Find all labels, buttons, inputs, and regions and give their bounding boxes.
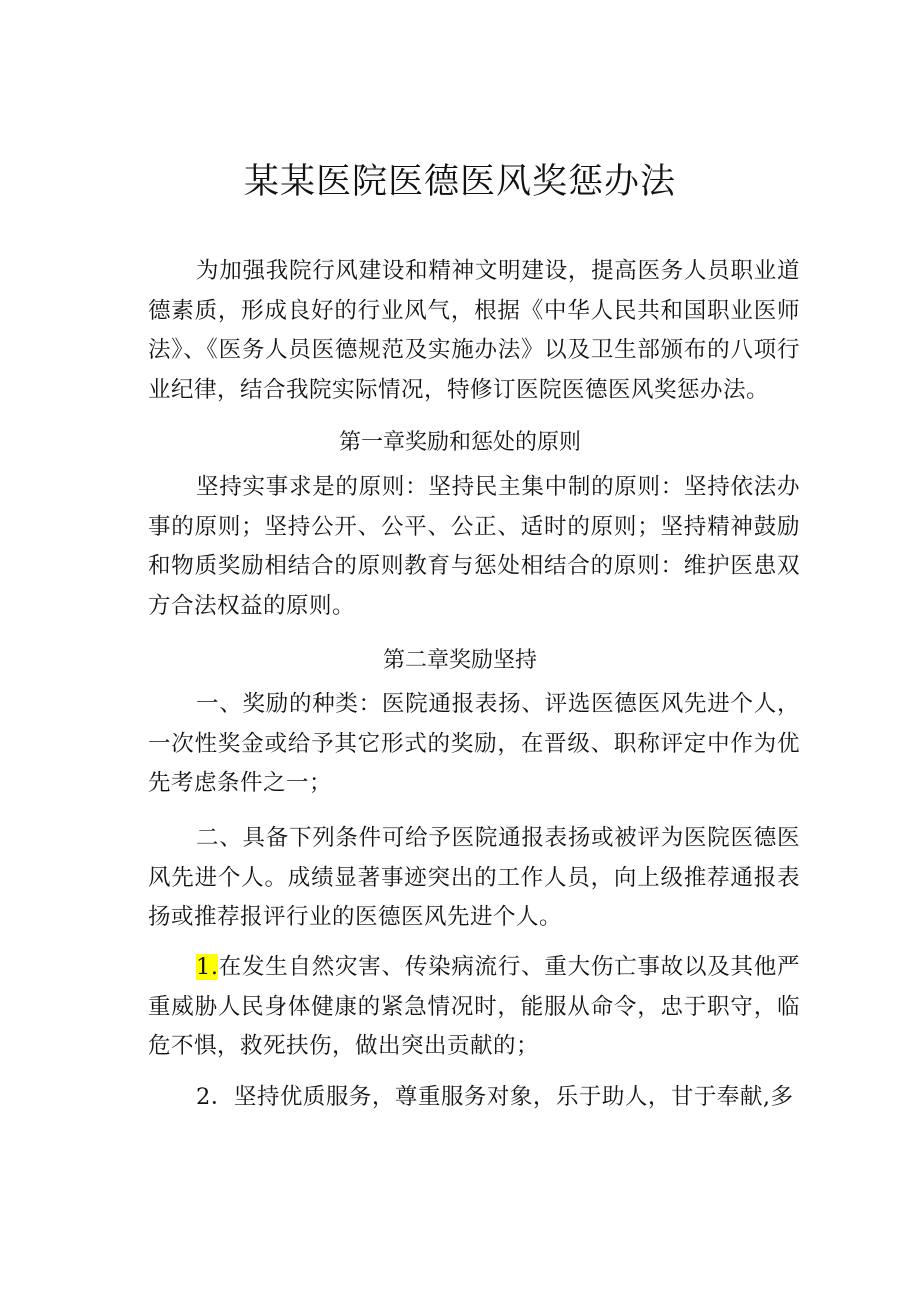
document-title: 某某医院医德医风奖惩办法 [243, 162, 676, 202]
chapter-1-paragraph: 坚持实事求是的原则：坚持民主集中制的原则：坚持依法办事的原则；坚持公开、公平、公正、适时的原则；坚持精神鼓励和物质奖励相结合的原则教育与惩处相结合的原则：维护医患双方合法权益的原则。 [148, 474, 800, 619]
condition-item-1 [148, 948, 800, 1067]
reward-conditions-paragraph: 二、具备下列条件可给予医院通报表扬或被评为医院医德医风先进个人。成绩显著事迹突出的工作人员，向上级推荐通报表扬或推荐报评行业的医德医风先进个人。 [148, 825, 800, 930]
chapter-1-heading: 第一章奖励和惩处的原则 [338, 430, 581, 455]
chapter-2-heading: 第二章奖励坚持 [382, 648, 537, 673]
reward-types-paragraph: 一、奖励的种类：医院通报表扬、评选医德医风先进个人，一次性奖金或给予其它形式的奖励，在晋级、职称评定中作为优先考虑条件之一； [148, 691, 800, 796]
intro-paragraph: 为加强我院行风建设和精神文明建设，提高医务人员职业道德素质，形成良好的行业风气，根据《中华人民共和国职业医师法》、《医务人员医德规范及实施办法》以及卫生部颁布的八项行业纪律，结合我院实际情况，特修订医院医德医风奖惩办法。 [148, 258, 800, 403]
item-1-text: 在发生自然灾害、传染病流行、重大伤亡事故以及其他严重威胁人民身体健康的紧急情况时，能服从命令，忠于职守，临危不惧，救死扶伤，做出突出贡献的； [148, 954, 800, 1059]
item-1-number-highlight: 1. [196, 954, 219, 980]
condition-item-2: 2．坚持优质服务，尊重服务对象，乐于助人，甘于奉献,多 [196, 1084, 794, 1110]
